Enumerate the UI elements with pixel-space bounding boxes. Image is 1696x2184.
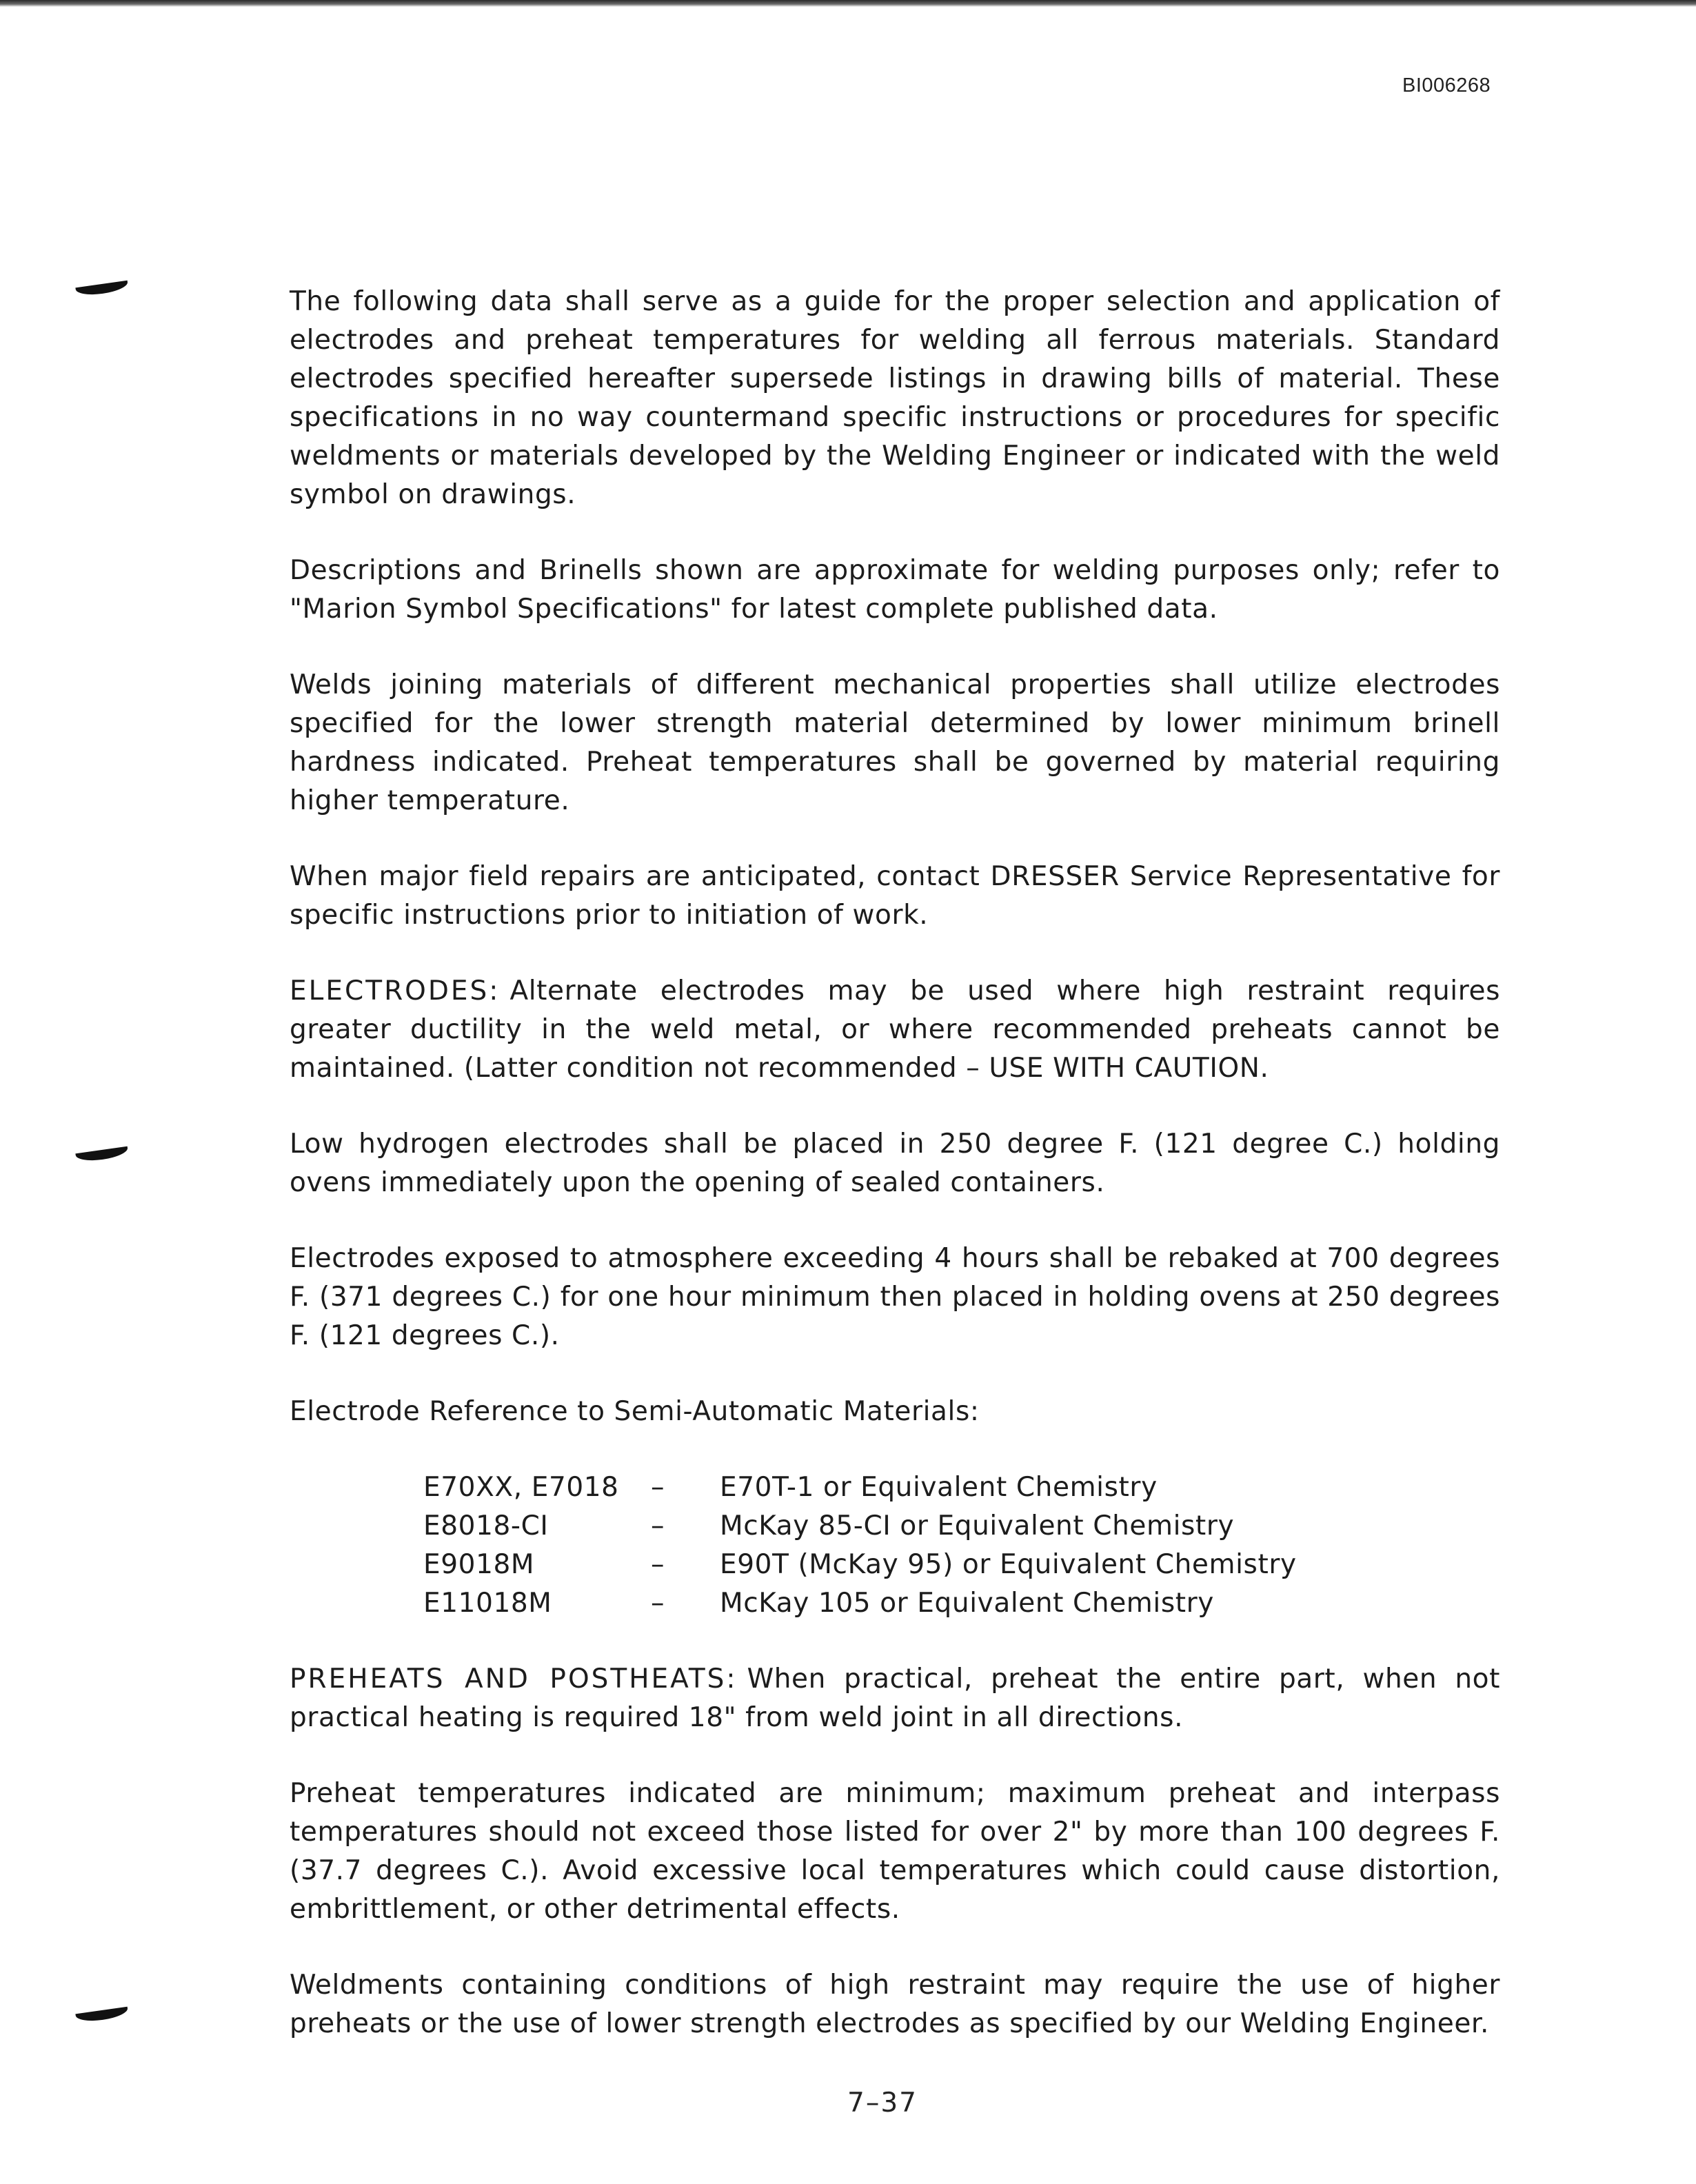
electrode-cell: E11018M bbox=[423, 1588, 552, 1619]
binder-hole-mark bbox=[75, 281, 128, 297]
electrode-cell: E70XX, E7018 bbox=[423, 1472, 619, 1503]
field-repairs-paragraph: When major field repairs are anticipated, contact DRESSER Service Representative for specific instructions prior to initiation of work. bbox=[290, 861, 1500, 931]
dash-cell: – bbox=[651, 1510, 665, 1541]
page-number: 7–37 bbox=[847, 2087, 918, 2119]
material-cell: E70T-1 or Equivalent Chemistry bbox=[720, 1472, 1158, 1503]
scan-top-edge bbox=[0, 0, 1696, 7]
document-body bbox=[290, 283, 1500, 2043]
electrode-reference-intro: Electrode Reference to Semi-Automatic Materials: bbox=[290, 1396, 980, 1427]
material-cell: McKay 105 or Equivalent Chemistry bbox=[720, 1588, 1214, 1619]
preheat-temperatures-paragraph: Preheat temperatures indicated are minimum; maximum preheat and interpass temperatures should not exceed those listed for over 2" by more than 100 degrees F. (37.7 degrees C.). Avoid excessive local temperatures which could cause distortion, embrittlement, or other detrimental effects. bbox=[290, 1778, 1500, 1925]
low-hydrogen-paragraph: Low hydrogen electrodes shall be placed in 250 degree F. (121 degree C.) holding ovens immediately upon the opening of sealed containers. bbox=[290, 1129, 1500, 1198]
electrode-reference-table bbox=[423, 1468, 1297, 1623]
weldments-paragraph: Weldments containing conditions of high restraint may require the use of higher preheats or the use of lower strength electrodes as specified by our Welding Engineer. bbox=[290, 1970, 1500, 2039]
electrode-cell: E9018M bbox=[423, 1549, 535, 1580]
material-cell: E90T (McKay 95) or Equivalent Chemistry bbox=[720, 1549, 1297, 1580]
dash-cell: – bbox=[651, 1549, 665, 1580]
electrodes-text: Alternate electrodes may be used where high restraint requires greater ductility in the weld metal, or where recommended preheats cannot be maintained. (Latter condition not recommended – USE WITH CAUTION. bbox=[290, 975, 1500, 1084]
descriptions-paragraph: Descriptions and Brinells shown are approximate for welding purposes only; refer to "Marion Symbol Specifications" for latest complete published data. bbox=[290, 555, 1500, 625]
binder-hole-mark bbox=[75, 1146, 128, 1163]
binder-hole-mark bbox=[75, 2007, 128, 2023]
rebake-paragraph: Electrodes exposed to atmosphere exceeding 4 hours shall be rebaked at 700 degrees F. (371 degrees C.) for one hour minimum then placed in holding ovens at 250 degrees F. (121 degrees C.). bbox=[290, 1243, 1500, 1351]
table-row bbox=[423, 1507, 1297, 1546]
preheats-text: When practical, preheat the entire part, when not practical heating is required 18" from weld joint in all directions. bbox=[290, 1664, 1501, 1733]
electrode-cell: E8018-CI bbox=[423, 1510, 549, 1541]
table-row bbox=[423, 1468, 1297, 1507]
preheats-paragraph bbox=[290, 1660, 1500, 1737]
document-id: BI006268 bbox=[1402, 74, 1491, 97]
table-row bbox=[423, 1584, 1297, 1623]
electrodes-paragraph bbox=[290, 972, 1500, 1088]
material-cell: McKay 85-CI or Equivalent Chemistry bbox=[720, 1510, 1235, 1541]
electrodes-heading: ELECTRODES: bbox=[290, 975, 501, 1007]
welds-joining-paragraph: Welds joining materials of different mechanical properties shall utilize electrodes specified for the lower strength material determined by lower minimum brinell hardness indicated. Preheat temperatures shall be governed by material requiring higher temperature. bbox=[290, 669, 1500, 816]
table-row bbox=[423, 1546, 1297, 1584]
dash-cell: – bbox=[651, 1472, 665, 1503]
preheats-heading: PREHEATS AND POSTHEATS: bbox=[290, 1664, 738, 1695]
dash-cell: – bbox=[651, 1588, 665, 1619]
intro-paragraph: The following data shall serve as a guide for the proper selection and application of electrodes and preheat temperatures for welding all ferrous materials. Standard electrodes specified hereafter supersede listings in drawing bills of material. These specifications in no way countermand specific instructions or procedures for specific weldments or materials developed by the Welding Engineer or indicated with the weld symbol on drawings. bbox=[290, 286, 1500, 510]
